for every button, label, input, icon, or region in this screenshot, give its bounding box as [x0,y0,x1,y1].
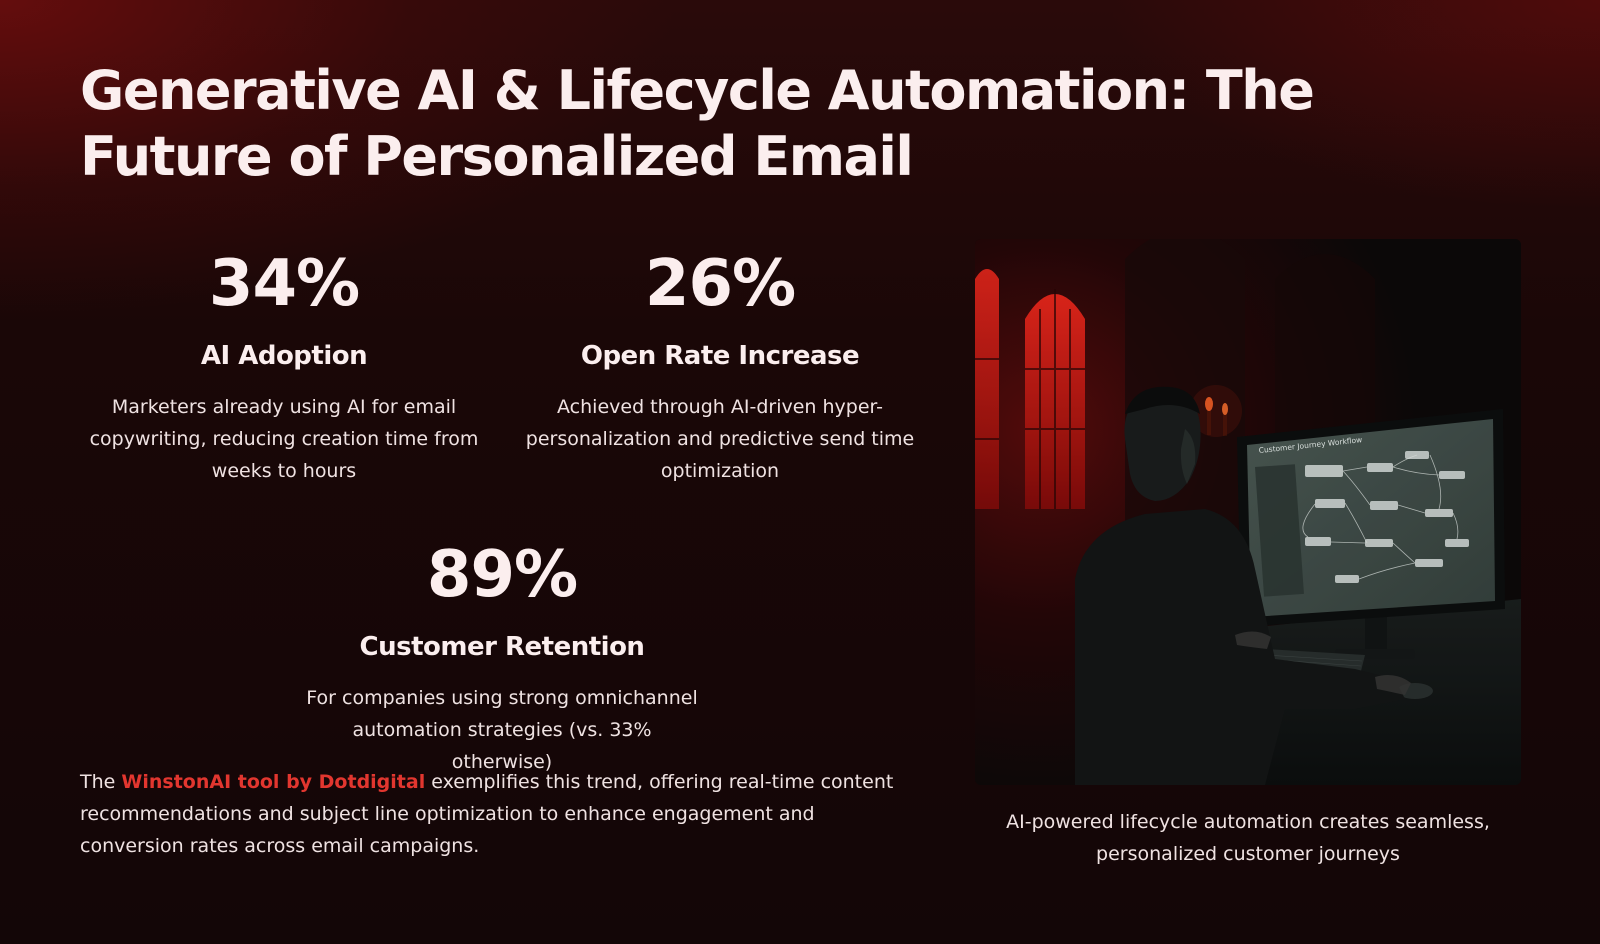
stat-description: Achieved through AI-driven hyper-personalization and predictive send time optimization [525,396,915,482]
stat-label: Customer Retention [359,632,645,662]
stat-card-open-rate [520,249,920,487]
person-at-computer-illustration [975,239,1521,785]
stat-description: For companies using strong omnichannel automation strategies (vs. 33% otherwise) [306,687,698,773]
stat-label: AI Adoption [200,341,368,371]
stat-value: 89% [426,538,578,612]
stat-card-customer-retention [302,540,702,778]
screen-title: Customer Journey Workflow [1258,435,1363,455]
stat-label: Open Rate Increase [580,341,860,371]
stat-value: 34% [208,247,360,321]
body-suffix: exemplifies this trend, offering real-time content recommendations and subject line optimization to enhance engagement and conversion rates across email campaigns. [80,771,894,857]
image-caption: AI-powered lifecycle automation creates seamless, personalized customer journeys [1006,811,1490,865]
winstonai-link[interactable]: WinstonAI tool by Dotdigital [121,771,426,793]
page-title: Generative AI & Lifecycle Automation: The Future of Personalized Email [80,59,1314,188]
body-prefix: The [80,771,122,793]
body-paragraph [80,766,910,862]
hero-image [975,239,1521,785]
stat-card-ai-adoption [84,249,484,487]
stat-value: 26% [644,247,796,321]
stat-description: Marketers already using AI for email copywriting, reducing creation time from weeks to hours [89,396,479,482]
